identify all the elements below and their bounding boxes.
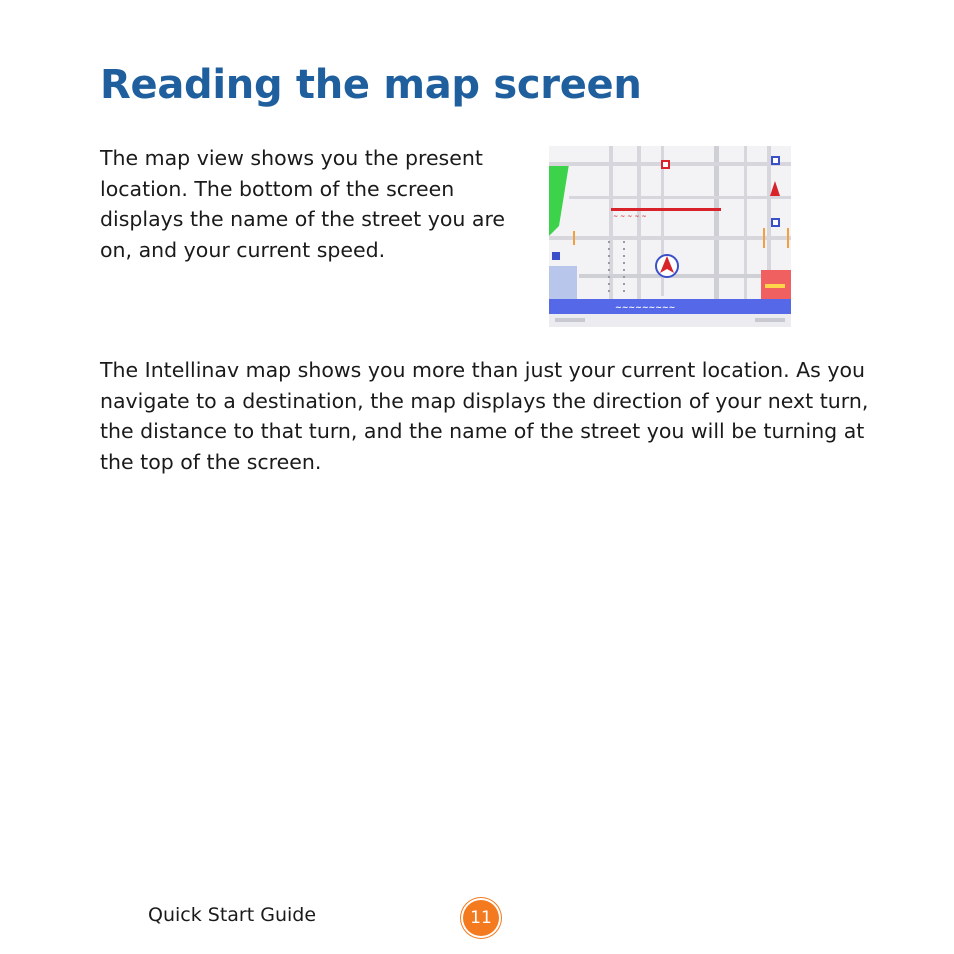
page-number-badge (461, 898, 501, 938)
route-line (611, 208, 721, 211)
map-screen-image (549, 146, 791, 327)
detail-paragraph: The Intellinav map shows you more than just your current location. As you navigate to a destination, the map displays the direction of your next turn, the distance to that turn, and the name of the street you will be turning at the top of the screen. (100, 358, 869, 474)
svg-text:~~~~~~~~~: ~~~~~~~~~ (615, 303, 676, 312)
map-screen-illustration (549, 146, 791, 327)
page-title: Reading the map screen (100, 62, 642, 108)
page-number: 11 (470, 908, 492, 928)
poi-marker-icon (552, 252, 560, 260)
route-street-label: ~ ~ ~ ~ ~ (613, 213, 647, 220)
footer-guide-name: Quick Start Guide (148, 904, 317, 926)
intro-paragraph: The map view shows you the present location. The bottom of the screen displays the name of the street you are on, and your current speed. (100, 146, 506, 262)
